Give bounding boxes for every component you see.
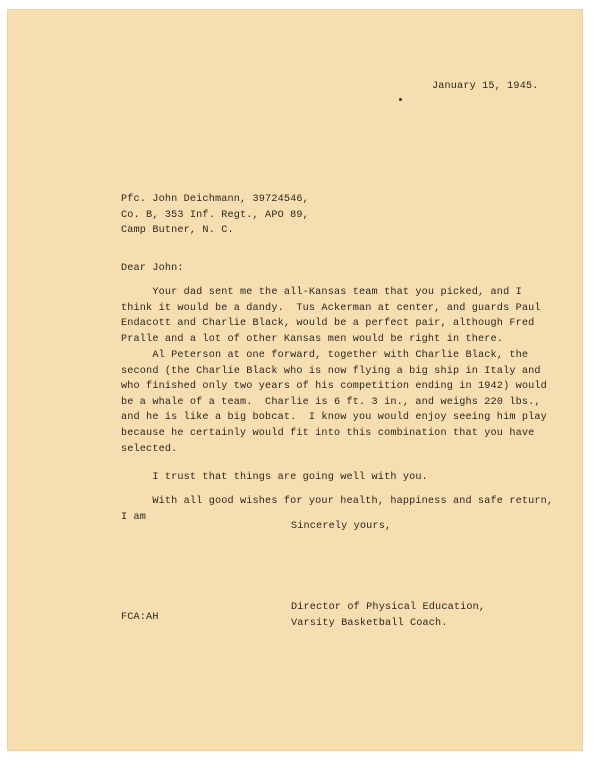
letter-date: January 15, 1945. <box>432 81 539 92</box>
ink-dot-mark <box>399 98 402 101</box>
paragraph-line: selected. <box>121 443 178 455</box>
paragraph-1 <box>121 285 541 347</box>
paragraph-line: Al Peterson at one forward, together with Charlie Black, the <box>121 350 529 361</box>
reference-initials: FCA:AH <box>121 612 159 623</box>
address-line: Camp Butner, N. C. <box>121 225 234 237</box>
address-line: Pfc. John Deichmann, 39724546, <box>121 194 309 205</box>
paragraph-3 <box>121 470 428 486</box>
paragraph-line: Pralle and a lot of other Kansas men would be right in there. <box>121 333 504 345</box>
recipient-address <box>121 192 309 239</box>
paragraph-line: Your dad sent me the all-Kansas team that you picked, and I <box>121 287 522 298</box>
paragraph-line: Endacott and Charlie Black, would be a perfect pair, although Fred <box>121 318 535 330</box>
signature-line: Varsity Basketball Coach. <box>291 617 448 629</box>
paragraph-2 <box>121 348 547 457</box>
paragraph-line: With all good wishes for your health, happiness and safe return, <box>121 496 554 507</box>
letter-page <box>8 10 582 750</box>
signature-line: Director of Physical Education, <box>291 602 486 613</box>
salutation: Dear John: <box>121 263 184 274</box>
paragraph-line: I trust that things are going well with you. <box>121 472 428 483</box>
paragraph-line: think it would be a dandy. Tus Ackerman at center, and guards Paul <box>121 302 541 314</box>
address-line: Co. B, 353 Inf. Regt., APO 89, <box>121 209 309 221</box>
paragraph-line: second (the Charlie Black who is now flying a big ship in Italy and <box>121 365 541 377</box>
paragraph-line: because he certainly would fit into this combination that you have <box>121 427 535 439</box>
signature-block <box>291 600 485 631</box>
paragraph-line: who finished only two years of his competition ending in 1942) would <box>121 381 547 393</box>
paragraph-line: I am <box>121 511 147 523</box>
paragraph-line: be a whale of a team. Charlie is 6 ft. 3 in., and weighs 220 lbs., <box>121 396 541 408</box>
paragraph-line: and he is like a big bobcat. I know you would enjoy seeing him play <box>121 412 547 424</box>
closing: Sincerely yours, <box>291 521 392 532</box>
